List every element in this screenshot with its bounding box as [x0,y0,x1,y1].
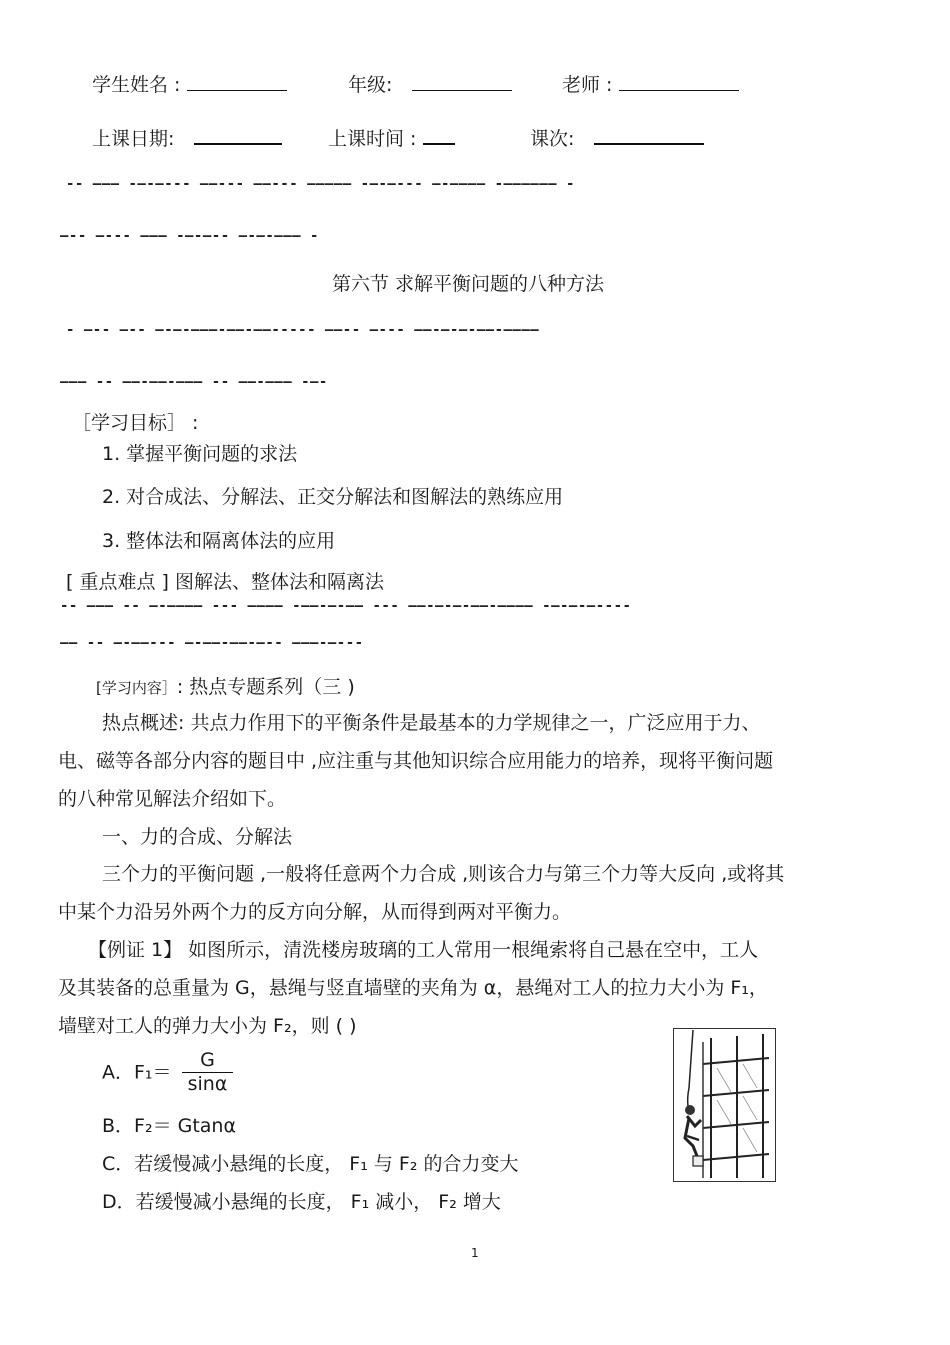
separator-line-5: -- ——— -- —-———— --- ———— -——-—-—— --- ——-—-—-——-———— -—-—-—---- [60,598,632,614]
separator-line-1: -- ——— -—-—--- ——--- ——--- ————— -—-—--- —-———— -—————— - [66,176,575,192]
separator-line-2: —-- —--- ——— -—-—-- —-—-——— - [60,228,319,244]
example-line-3: 墙壁对工人的弹力大小为 F₂，则 ( ) [58,1015,357,1037]
overview-line-1: 热点概述: 共点力作用下的平衡条件是最基本的力学规律之一，广泛应用于力、 [102,712,761,734]
content-heading [96,676,355,699]
example-line-1: 【例证 1】 如图所示，清洗楼房玻璃的工人常用一根绳索将自己悬在空中，工人 [88,939,759,961]
date-label: 上课日期: [92,128,175,150]
session-blank[interactable] [594,125,704,145]
student-name-blank[interactable] [187,72,287,91]
page-title: 第六节 求解平衡问题的八种方法 [332,273,605,295]
teacher-blank[interactable] [619,72,739,91]
overview-line-3: 的八种常见解法介绍如下。 [58,788,287,810]
time-label: 上课时间 : [328,128,417,150]
student-name-label: 学生姓名 : [92,74,181,96]
teacher-field [562,72,739,97]
teacher-label: 老师 : [562,74,613,96]
window-washer-svg [673,1028,776,1182]
date-field [92,125,282,151]
option-a-numerator: G [182,1050,234,1073]
option-a-fraction [182,1050,234,1096]
grade-label: 年级: [348,74,393,96]
option-b: B．F₂＝ Gtanα [102,1115,237,1137]
time-field [328,125,455,151]
date-blank[interactable] [194,125,282,145]
page-number: 1 [471,1246,479,1260]
objectives-heading: ［学习目标］ : [72,412,199,434]
session-label: 课次: [530,128,575,150]
time-blank[interactable] [423,125,455,145]
option-a-label: A．F₁＝ [102,1061,172,1084]
objective-item-2: 2. 对合成法、分解法、正交分解法和图解法的熟练应用 [102,486,564,508]
window-washer-illustration [673,1028,776,1182]
grade-blank[interactable] [412,72,512,91]
session-field [530,125,704,151]
section-1-line-2: 中某个力沿另外两个力的反方向分解，从而得到两对平衡力。 [58,901,572,923]
example-line-2: 及其装备的总重量为 G，悬绳与竖直墙壁的夹角为 α，悬绳对工人的拉力大小为 F₁， [58,977,768,999]
overview-line-2: 电、磁等各部分内容的题目中 ,应注重与其他知识综合应用能力的培养，现将平衡问题 [58,750,774,772]
section-1-line-1: 三个力的平衡问题 ,一般将任意两个力合成 ,则该合力与第三个力等大反向 ,或将其 [102,863,785,885]
option-a [102,1050,233,1096]
option-c: C．若缓慢减小悬绳的长度， F₁ 与 F₂ 的合力变大 [102,1153,519,1175]
option-d: D．若缓慢减小悬绳的长度， F₁ 减小， F₂ 增大 [102,1191,501,1213]
content-heading-text: : 热点专题系列（三 ) [176,676,355,698]
separator-line-4: ——— -- ——-——-——— -- ——-——— -—- [60,374,328,390]
grade-field [348,72,512,97]
section-1-title: 一、力的合成、分解法 [102,826,293,848]
option-a-denominator: sinα [187,1072,228,1095]
student-name-field [92,72,287,97]
content-heading-label: [学习内容］ [96,679,177,697]
separator-line-6: —— -- —-——--- —-——-——-—-- ———-—--- [60,635,364,651]
key-points: [ 重点难点 ] 图解法、整体法和隔离法 [66,571,384,593]
objective-item-3: 3. 整体法和隔离体法的应用 [102,530,336,552]
objective-item-1: 1. 掌握平衡问题的求法 [102,443,298,465]
separator-line-3: - —-- —-- —-—-———-——-——----- ——-- —--- ——-—-—-——-———— [66,322,540,338]
